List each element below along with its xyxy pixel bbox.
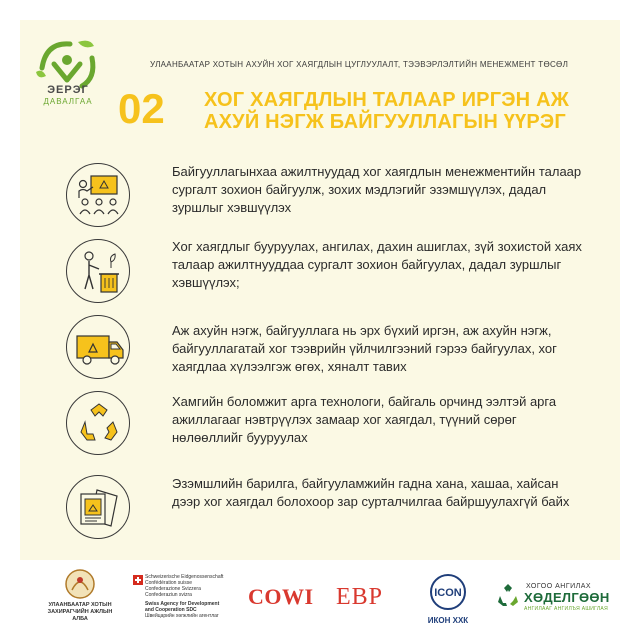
icon-company-label: ИКОН ХХК	[427, 616, 469, 625]
item-text: Хамгийн боломжит арга технологи, байгаль орчинд ээлтэй арга ажиллагааг нэвтрүүлэх замаар хог хаягдал, түүний сөрөг нөлөөллийг бууруулах	[172, 394, 557, 445]
page-title-line-2: АХУЙ НЭГЖ БАЙГУУЛЛАГЫН ҮҮРЭГ	[204, 111, 566, 133]
item-text: Хог хаягдлыг бууруулах, ангилах, дахин ашиглах, зүй зохистой хаях талаар ажилтнууддаа сургалт зохион байгуулах, дадал зуршлыг хэвшүүлэх;	[172, 239, 582, 290]
cowi-logo: COWI	[248, 584, 314, 609]
icon-logo-text: ICON	[434, 587, 462, 599]
ub-line-3: АЛБА	[72, 616, 88, 622]
training-presentation-icon	[66, 163, 130, 227]
sdc-label	[145, 574, 255, 619]
sdc-line: Швейцарийн хөгжлийн агентлаг	[145, 613, 219, 619]
ub-line-2: ЗАХИРАГЧИЙН АЖЛЫН	[47, 609, 113, 615]
item-text: Байгууллагынхаа ажилтнуудад хог хаягдлын менежментийн талаар сургалт зохион байгуулж, зохих мэдлэгийг эзэмшүүлэх, дадал зуршлыг хэвшүүлэх	[172, 164, 582, 215]
hog-recycle-icon	[494, 582, 522, 610]
ub-office-label	[40, 602, 120, 623]
sdc-line: Confederazione Svizzera	[145, 586, 201, 592]
poster-papers-icon	[66, 475, 130, 539]
ebp-logo: EBP	[336, 584, 384, 610]
icon-company-logo	[428, 570, 468, 614]
person-waste-bin-icon	[66, 239, 130, 303]
swiss-flag-icon	[133, 575, 143, 585]
ub-emblem-icon	[62, 566, 98, 602]
brand-subtitle: ДАВАЛГАА	[43, 97, 93, 106]
hog-main-label: ХӨДЕЛГӨӨН	[524, 590, 610, 605]
page-title	[204, 89, 604, 133]
sdc-line: Schweizerische Eidgenossenschaft	[145, 574, 224, 580]
ub-line-1: УЛААНБААТАР ХОТЫН	[48, 602, 112, 608]
section-number: 02	[118, 85, 165, 132]
brand-name: ЭЕРЭГ	[47, 84, 89, 96]
recycle-arrows-icon	[66, 391, 130, 455]
sdc-line: and Cooperation SDC	[145, 607, 197, 613]
page-title-line-1: ХОГ ХАЯГДЛЫН ТАЛААР ИРГЭН АЖ	[204, 89, 569, 111]
hog-top-label: ХОГОО АНГИЛАХ	[526, 583, 592, 590]
recycling-truck-icon	[66, 315, 130, 379]
sdc-line: Swiss Agency for Development	[145, 601, 220, 607]
project-title: УЛААНБААТАР ХОТЫН АХУЙН ХОГ ХАЯГДЛЫН ЦУГЛУУЛАЛТ, ТЭЭВЭРЛЭЛТИЙН МЕНЕЖМЕНТ ТӨСӨЛ	[150, 60, 569, 69]
sdc-line: Confédération suisse	[145, 580, 192, 586]
hog-sub-label: АНГИЛААГ АНГИЛЪЯ АШИГЛАЯ	[524, 606, 608, 612]
sdc-line: Confederaziun svizra	[145, 592, 192, 598]
item-text: Эзэмшлийн барилга, байгууламжийн гадна хана, хашаа, хайсан дээр хог хаягдал болохоор зар сурталчилгаа байршуулахгүй байх	[172, 476, 570, 509]
item-text: Аж ахуйн нэгж, байгууллага нь эрх бүхий иргэн, аж ахуйн нэгж, байгууллагатай хог тээврийн үйлчилгээний гэрээ байгуулах, хог хаягдлаа хүлээлгэж өгөх, хяналт тавих	[172, 323, 557, 374]
